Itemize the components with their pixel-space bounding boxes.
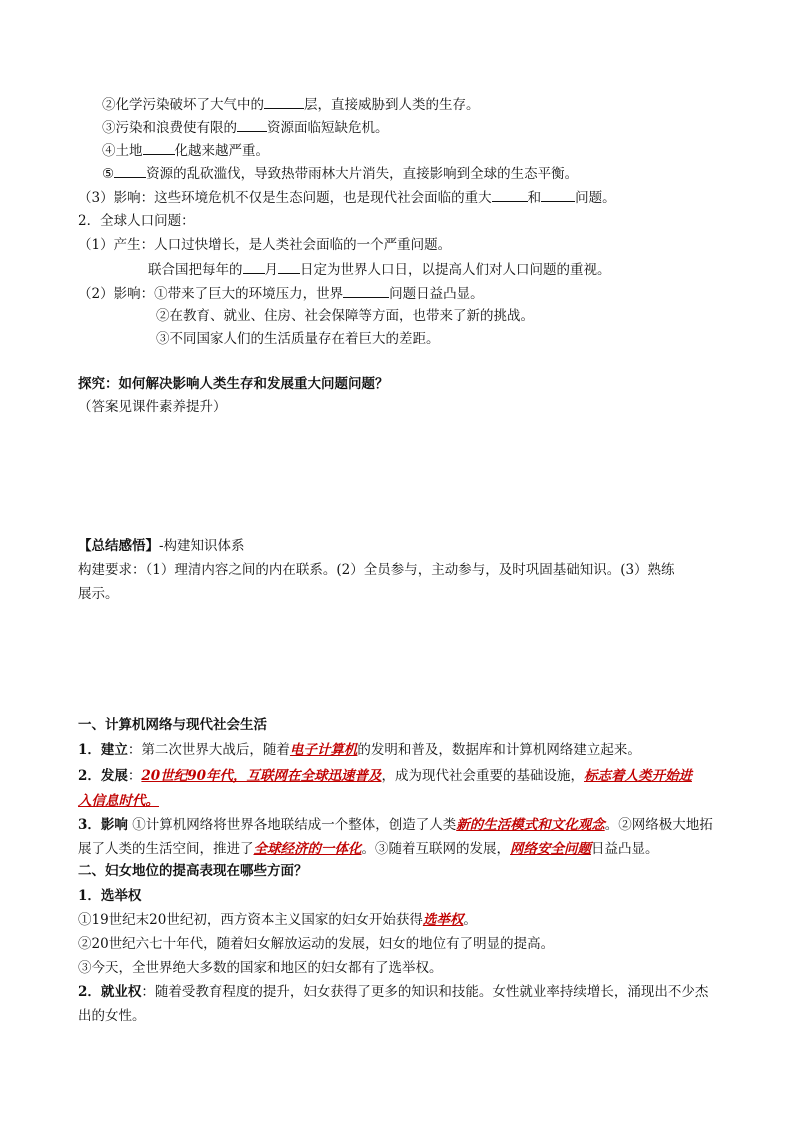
sec2-vote-1 <box>78 910 477 930</box>
sec2-vote-title: 1．选举权 <box>78 888 142 904</box>
text: 的发明和普及，数据库和计算机网络建立起来。 <box>357 742 641 758</box>
fill-blank[interactable] <box>243 259 265 274</box>
fill-blank[interactable] <box>237 117 267 132</box>
text: ⑤ <box>102 166 115 182</box>
pop-impact-3: ③不同国家人们的生活质量存在着巨大的差距。 <box>156 331 440 347</box>
text: 资源的乱砍滥伐，导致热带雨林大片消失，直接影响到全球的生态平衡。 <box>146 166 579 182</box>
answer: 20世纪90年代，互联网在全球迅速普及 <box>141 768 382 784</box>
summary-title <box>78 536 245 556</box>
sec2-employment-cont: 出的女性。 <box>78 1008 146 1024</box>
fill-blank[interactable] <box>492 187 528 202</box>
text: 展了人类的生活空间，推进了 <box>78 841 254 857</box>
text: 。③随着互联网的发展， <box>361 841 510 857</box>
text: 问题。 <box>575 190 616 206</box>
text: ④土地 <box>102 143 143 159</box>
text: ①19世纪末20世纪初，西方资本主义国家的妇女开始获得 <box>78 912 423 928</box>
text: 资源面临短缺危机。 <box>267 120 389 136</box>
text: 月 <box>264 262 278 278</box>
sec2-vote-2: ②20世纪六七十年代，随着妇女解放运动的发展，妇女的地位有了明显的提高。 <box>78 936 555 952</box>
text: 和 <box>527 190 542 206</box>
fill-blank[interactable] <box>278 259 300 274</box>
answer: 入信息时代。 <box>78 793 159 809</box>
text: 联合国把每年的 <box>148 262 243 278</box>
sec2-title: 二、妇女地位的提高表现在哪些方面？ <box>78 863 308 879</box>
text: ，成为现代社会重要的基础设施， <box>381 768 584 784</box>
answer: 新的生活模式和文化观念 <box>456 817 605 833</box>
env-line-resources <box>102 117 389 138</box>
text: ：第二次世界大战后，随着 <box>127 742 290 758</box>
pop-impact-1 <box>78 283 484 304</box>
sec1-title: 一、计算机网络与现代社会生活 <box>78 717 267 733</box>
text: ③污染和浪费使有限的 <box>102 120 237 136</box>
answer: 标志着人类开始进 <box>583 768 692 784</box>
sec1-develop <box>78 766 692 786</box>
text: 。②网络极大地拓 <box>604 817 713 833</box>
text: ：随着受教育程度的提升，妇女获得了更多的知识和技能。女性就业率持续增长，涌现出不少杰 <box>141 984 709 1000</box>
label: 3．影响 <box>78 817 128 833</box>
text: 日定为世界人口日，以提高人们对人口问题的重视。 <box>300 262 611 278</box>
text: ①计算机网络将世界各地联结成一个整体，创造了人类 <box>132 817 457 833</box>
sec1-establish <box>78 740 641 760</box>
fill-blank[interactable] <box>264 94 304 109</box>
summary-requirement-2: 展示。 <box>78 586 119 602</box>
fill-blank[interactable] <box>143 140 175 155</box>
answer: 选举权 <box>422 912 464 928</box>
text: ： <box>127 768 142 784</box>
answer: 电子计算机 <box>289 742 358 758</box>
summary-bracket: 【总结感悟】 <box>78 538 159 554</box>
answer: 网络安全问题 <box>510 841 591 857</box>
answer: 全球经济的一体化 <box>253 841 362 857</box>
text: 日益凸显。 <box>591 841 659 857</box>
sec1-impact-cont <box>78 839 659 859</box>
text: 层，直接威胁到人类的生存。 <box>304 97 480 113</box>
sec1-impact <box>78 815 713 835</box>
text: （3）影响：这些环境危机不仅是生态问题，也是现代社会面临的重大 <box>78 190 492 206</box>
pop-title: 2．全球人口问题： <box>78 213 195 229</box>
pop-cause: （1）产生：人口过快增长，是人类社会面临的一个严重问题。 <box>78 237 452 253</box>
label: 1．建立 <box>78 742 128 758</box>
env-line-ozone <box>102 94 480 115</box>
explore-title: 探究：如何解决影响人类生存和发展重大问题问题？ <box>78 376 389 392</box>
fill-blank[interactable] <box>343 283 389 298</box>
text: 化越来越严重。 <box>174 143 269 159</box>
sec2-employment <box>78 982 708 1002</box>
label: 2．发展 <box>78 768 128 784</box>
text: 问题日益凸显。 <box>389 286 484 302</box>
summary-requirement-1: 构建要求：（1）理清内容之间的内在联系。(2）全员参与，主动参与，及时巩固基础知识。(3）熟练 <box>78 562 675 578</box>
env-line-impact <box>78 187 616 208</box>
env-line-land <box>102 140 269 161</box>
env-line-forest <box>102 163 578 184</box>
pop-impact-2: ②在教育、就业、住房、社会保障等方面，也带来了新的挑战。 <box>156 308 534 324</box>
sec2-vote-3: ③今天，全世界绝大多数的国家和地区的妇女都有了选举权。 <box>78 960 443 976</box>
text: 。 <box>463 912 477 928</box>
pop-population-day <box>148 259 611 280</box>
explore-note: （答案见课件素养提升） <box>78 399 227 415</box>
label: 2．就业权 <box>78 984 142 1000</box>
text: ②化学污染破坏了大气中的 <box>102 97 264 113</box>
fill-blank[interactable] <box>114 163 146 178</box>
summary-subtitle: -构建知识体系 <box>159 538 245 554</box>
fill-blank[interactable] <box>541 187 575 202</box>
text: （2）影响：①带来了巨大的环境压力，世界 <box>78 286 344 302</box>
sec1-develop-cont <box>78 791 159 811</box>
